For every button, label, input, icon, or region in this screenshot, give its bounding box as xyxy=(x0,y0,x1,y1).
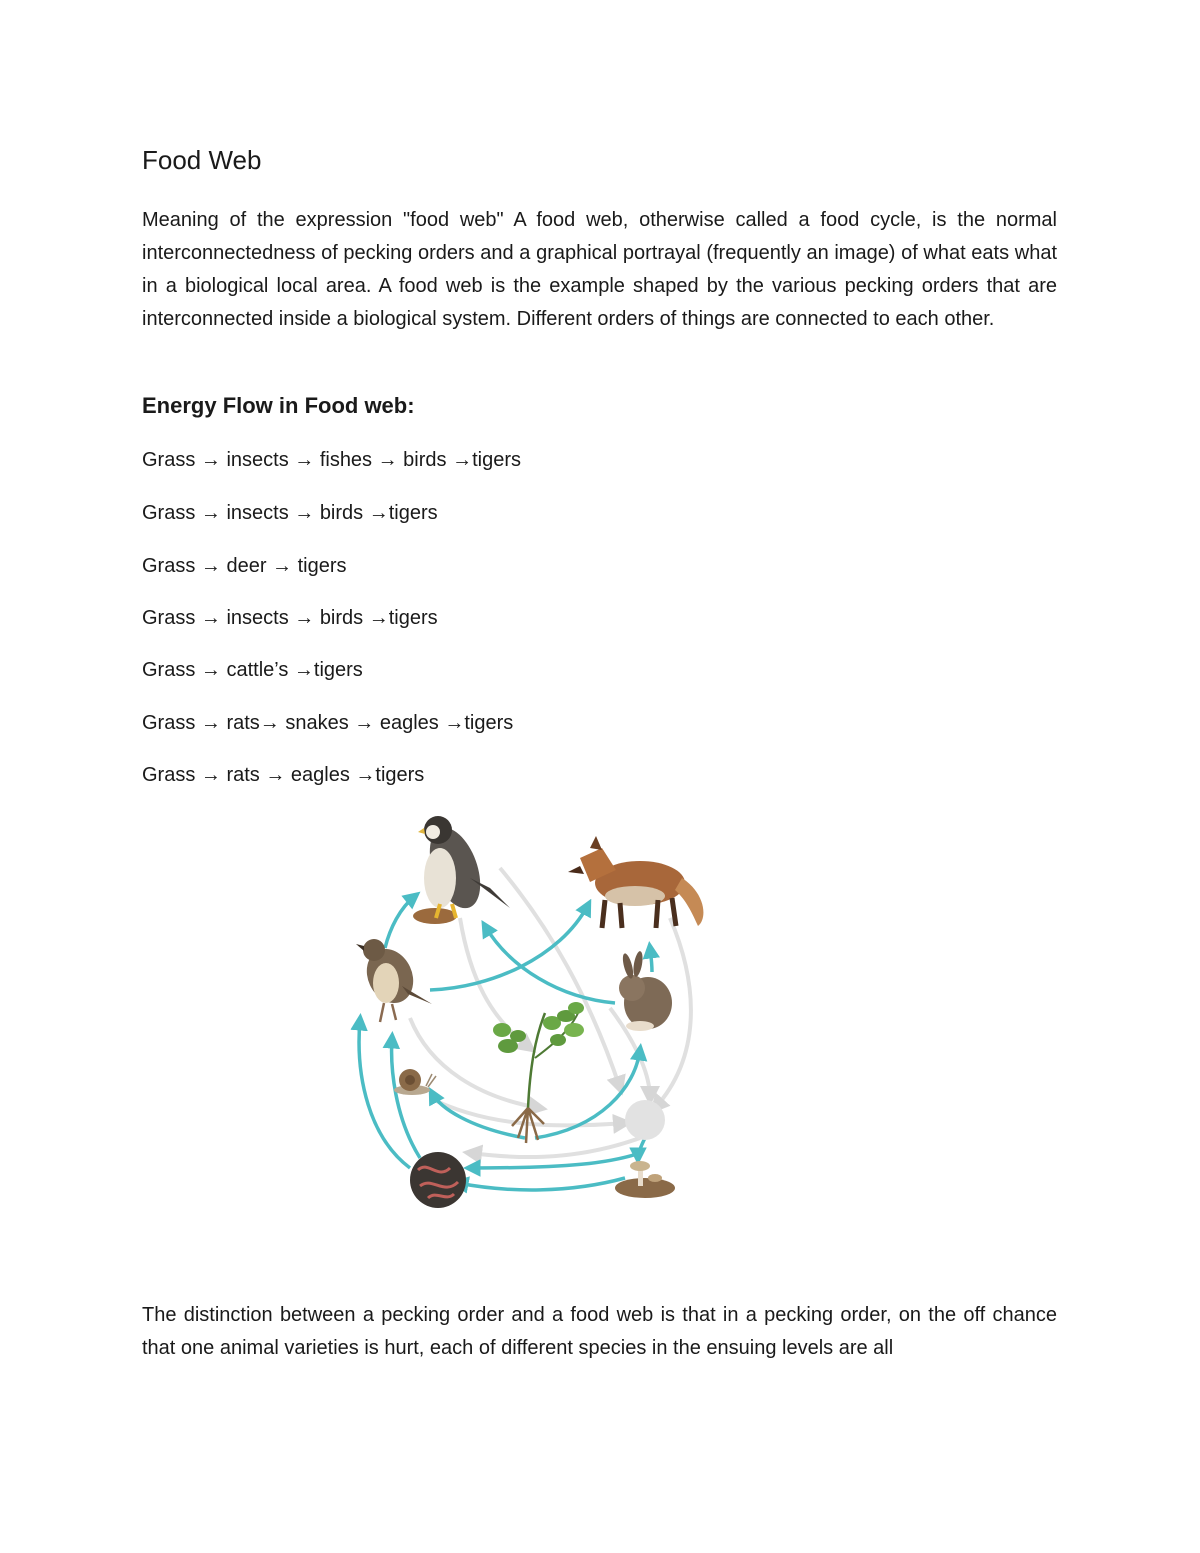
closing-paragraph: The distinction between a pecking order and a food web is that in a pecking order, on the off chance that one animal varieties is hurt, each of different species in the ensuing levels are all xyxy=(142,1304,1057,1359)
snail-image xyxy=(394,1069,436,1095)
rabbit-image xyxy=(619,951,672,1031)
food-chain-6: Grass → rats→ snakes → eagles →tigers xyxy=(142,712,514,734)
food-chain-7: Grass → rats → eagles →tigers xyxy=(142,764,425,786)
food-chain-1: Grass → insects → fishes → birds →tigers xyxy=(142,449,521,471)
decomposer-circle xyxy=(625,1100,665,1140)
food-chain-4: Grass → insects → birds →tigers xyxy=(142,607,438,629)
food-chain-5: Grass → cattle’s →tigers xyxy=(142,659,363,681)
falcon-image xyxy=(413,816,510,924)
food-web-diagram xyxy=(340,808,720,1218)
intro-paragraph: Meaning of the expression "food web" A food web, otherwise called a food cycle, is the normal interconnectedness of pecking orders and a graphical portrayal (frequently an image) of what eats what in a biological local area. A food web is the example shaped by the various pecking orders that are interconnected inside a biological system. Different orders of things are connected to each other. xyxy=(142,209,1057,330)
food-chain-2: Grass → insects → birds →tigers xyxy=(142,502,438,524)
food-chain-3: Grass → deer → tigers xyxy=(142,555,347,577)
page-title: Food Web xyxy=(142,145,262,175)
bird-image xyxy=(356,939,432,1022)
worms-image xyxy=(410,1152,466,1208)
fox-image xyxy=(568,836,703,928)
energy-flow-heading: Energy Flow in Food web: xyxy=(142,393,415,418)
